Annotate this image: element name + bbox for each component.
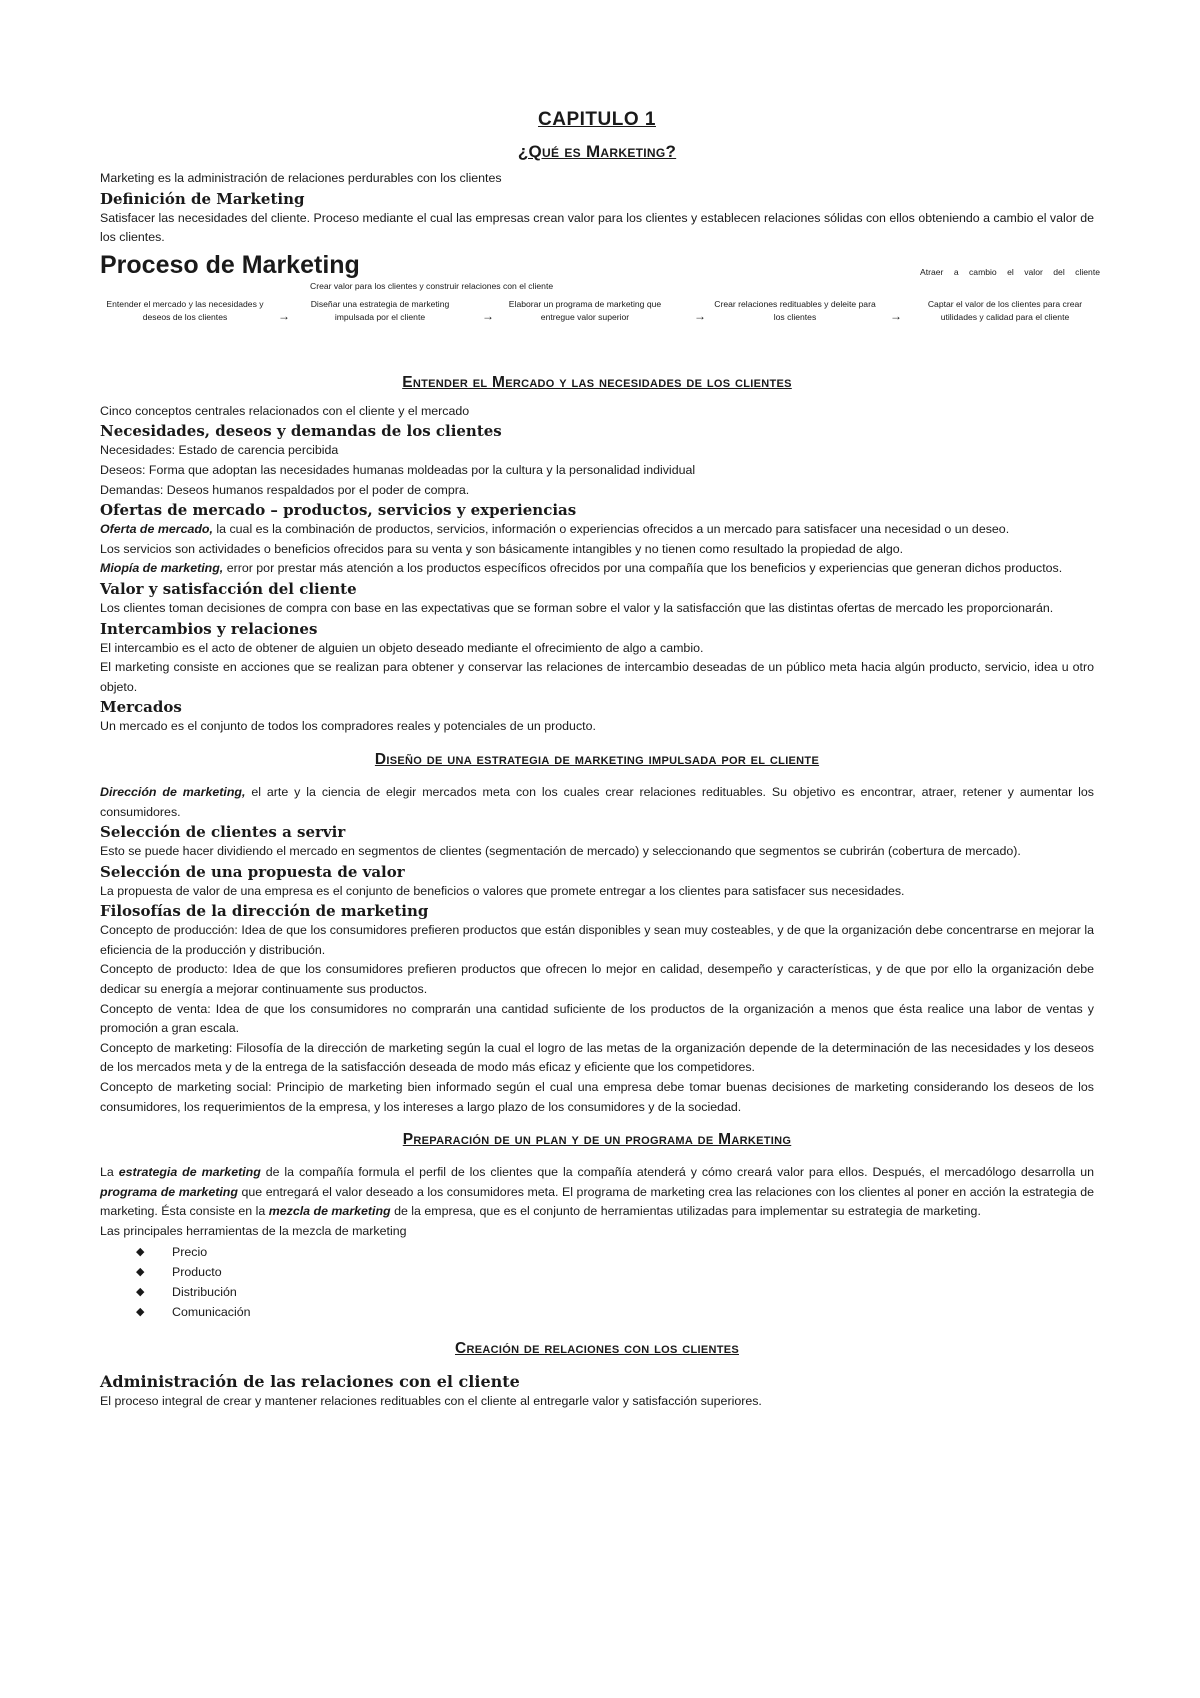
direction-term: Dirección de marketing, [100,784,246,799]
tool-communication: Comunicación [172,1304,251,1319]
value-text: Los clientes toman decisiones de compra con base en las expectativas que se forman sobre el valor y la satisfacción que las distintas ofertas de mercado les proporcionarán. [100,600,1054,615]
arrow-right-icon: → [278,308,290,323]
needs-text: Necesidades: Estado de carencia percibida [100,443,339,458]
needs-heading: Necesidades, deseos y demandas de los clientes [100,422,502,441]
arrow-right-icon: → [482,308,494,323]
arrow-right-icon: → [694,308,706,323]
plan-text-c: que entregará el valor deseado a los consumidores meta. El programa de marketing crea las relaciones con los clientes al poner en acción la estrategia de marketing. Ésta consiste en la [100,1184,1094,1219]
value-proposition-text: La propuesta de valor de una empresa es el conjunto de beneficios o valores que promete entregar a los clientes para satisfacer sus necesidades. [100,883,905,898]
definition-heading: Definición de Marketing [100,189,305,208]
philosophies-heading: Filosofías de la dirección de marketing [100,902,429,921]
value-heading: Valor y satisfacción del cliente [100,579,357,598]
direction-paragraph [100,783,1094,822]
strategy-term: estrategia de marketing [118,1165,261,1180]
select-customers-heading: Selección de clientes a servir [100,823,346,842]
offer-term: Oferta de mercado, [100,522,213,537]
process-step-4: Crear relaciones redituables y deleite para los clientes [714,298,876,322]
plan-paragraph [100,1163,1094,1222]
exchange-text-1: El intercambio es el acto de obtener de alguien un objeto deseado mediante el ofrecimiento de algo a cambio. [100,640,704,655]
list-item [136,1302,1094,1322]
page-subtitle: ¿Qué es Marketing? [517,142,677,161]
offers-heading: Ofertas de mercado – productos, servicios y experiencias [100,501,577,520]
process-step-2: Diseñar una estrategia de marketing impulsada por el cliente [310,298,450,322]
process-step-5: Captar el valor de los clientes para crear utilidades y calidad para el cliente [927,298,1083,322]
myopia-text: error por prestar más atención a los productos específicos ofrecidos por una compañía que los beneficios y experiencias que generan dichos productos. [223,561,1063,576]
diamond-bullet-icon: ◆ [136,1245,145,1258]
plan-text-d: de la empresa, que es el conjunto de herramientas utilizadas para implementar su estrategia de marketing. [390,1204,981,1219]
tool-price: Precio [172,1244,208,1259]
plan-text-a: La [100,1165,119,1180]
list-item [136,1242,1094,1262]
section-title-strategy: Diseño de una estrategia de marketing impulsada por el cliente [374,750,820,768]
exchange-heading: Intercambios y relaciones [100,619,318,638]
diamond-bullet-icon: ◆ [136,1305,145,1318]
marketing-concept: Concepto de marketing: Filosofía de la dirección de marketing según la cual el logro de las metas de la organización depende de la determinación de las necesidades y los deseos de los mercados meta y de la entrega de la satisfacción deseada de modo más eficaz y eficiente que los competidores. [100,1040,1094,1075]
crm-heading: Administración de las relaciones con el cliente [100,1371,520,1391]
plan-text-b: de la compañía formula el perfil de los clientes que la compañía atenderá y cómo creará valor para ellos. Después, el mercadólogo desarrolla un [260,1165,1094,1180]
diamond-bullet-icon: ◆ [136,1285,145,1298]
markets-heading: Mercados [100,698,182,717]
mix-term: mezcla de marketing [268,1204,391,1219]
process-top-label: Crear valor para los clientes y construir relaciones con el cliente [310,280,554,291]
section-title-relationships: Creación de relaciones con los clientes [455,1339,739,1357]
intro-text: Marketing es la administración de relaciones perdurables con los clientes [100,171,502,185]
selling-concept: Concepto de venta: Idea de que los consumidores no comprarán una cantidad suficiente de los productos de la organización a menos que ésta realice una labor de ventas y promoción a gran escala. [100,1001,1094,1036]
section-title-plan: Preparación de un plan y de un programa de Marketing [402,1131,792,1149]
direction-text: el arte y la ciencia de elegir mercados meta con los cuales crear relaciones redituables. Su objetivo es encontrar, atraer, retener y aumentar los consumidores. [100,784,1094,819]
exchange-text-2: El marketing consiste en acciones que se realizan para obtener y conservar las relaciones de intercambio deseadas de un público meta hacia algún producto, servicio, idea u otro objeto. [100,660,1094,694]
myopia-paragraph [100,559,1094,579]
myopia-term: Miopía de marketing, [100,561,224,576]
services-text: Los servicios son actividades o beneficios ofrecidos para su venta y son básicamente intangibles y no tienen como resultado la propiedad de algo. [100,541,904,556]
document-page [100,108,1100,1411]
product-concept: Concepto de producto: Idea de que los consumidores prefieren productos que ofrecen lo mejor en calidad, desempeño y características, y de que por ello la organización debe dedicar su energía a mejorar continuamente sus productos. [100,962,1094,997]
program-term: programa de marketing [100,1184,238,1199]
diamond-bullet-icon: ◆ [136,1265,145,1278]
tools-list [100,1242,1094,1322]
process-top-right-label: Atraer a cambio el valor del cliente [920,266,1100,277]
tool-product: Producto [172,1264,222,1279]
demands-text: Demandas: Deseos humanos respaldados por el poder de compra. [100,482,470,497]
process-flow-diagram [100,266,1100,368]
chapter-title: CAPITULO 1 [538,109,656,130]
markets-text: Un mercado es el conjunto de todos los compradores reales y potenciales de un producto. [100,719,596,734]
select-customers-text: Esto se puede hacer dividiendo el mercado en segmentos de clientes (segmentación de mercado) y seleccionando que segmentos se cubrirán (cobertura de mercado). [100,844,1021,859]
process-heading: Proceso de Marketing [100,250,360,279]
value-proposition-heading: Selección de una propuesta de valor [100,862,405,881]
social-marketing-concept: Concepto de marketing social: Principio de marketing bien informado según el cual una empresa debe tomar buenas decisiones de marketing considerando los deseos de los consumidores, los requerimientos de la empresa, y los intereses a largo plazo de los consumidores y de la sociedad. [100,1080,1094,1114]
crm-text: El proceso integral de crear y mantener relaciones redituables con el cliente al entregarle valor y satisfacción superiores. [100,1393,762,1408]
list-item [136,1282,1094,1302]
production-concept: Concepto de producción: Idea de que los consumidores prefieren productos que están disponibles y sean muy costeables, y de que la organización debe concentrarse en mejorar la eficiencia de la producción y distribución. [100,923,1094,957]
process-step-3: Elaborar un programa de marketing que entregue valor superior [508,298,662,322]
tool-distribution: Distribución [172,1284,237,1299]
offer-paragraph [100,520,1094,540]
arrow-right-icon: → [890,308,902,323]
definition-text: Satisfacer las necesidades del cliente. Proceso mediante el cual las empresas crean valor para los clientes y establecen relaciones sólidas con ellos obteniendo a cambio el valor de los clientes. [100,210,1094,245]
section-title-understand-market: Entender el Mercado y las necesidades de los clientes [402,373,792,391]
tools-intro: Las principales herramientas de la mezcla de marketing [100,1224,407,1238]
process-step-1: Entender el mercado y las necesidades y deseos de los clientes [106,298,264,322]
offer-text: la cual es la combinación de productos, servicios, información o experiencias ofrecidos a un mercado para satisfacer una necesidad o un deseo. [212,522,1010,537]
s1-intro: Cinco conceptos centrales relacionados con el cliente y el mercado [100,403,470,418]
list-item [136,1262,1094,1282]
wants-text: Deseos: Forma que adoptan las necesidades humanas moldeadas por la cultura y la personalidad individual [100,462,696,477]
